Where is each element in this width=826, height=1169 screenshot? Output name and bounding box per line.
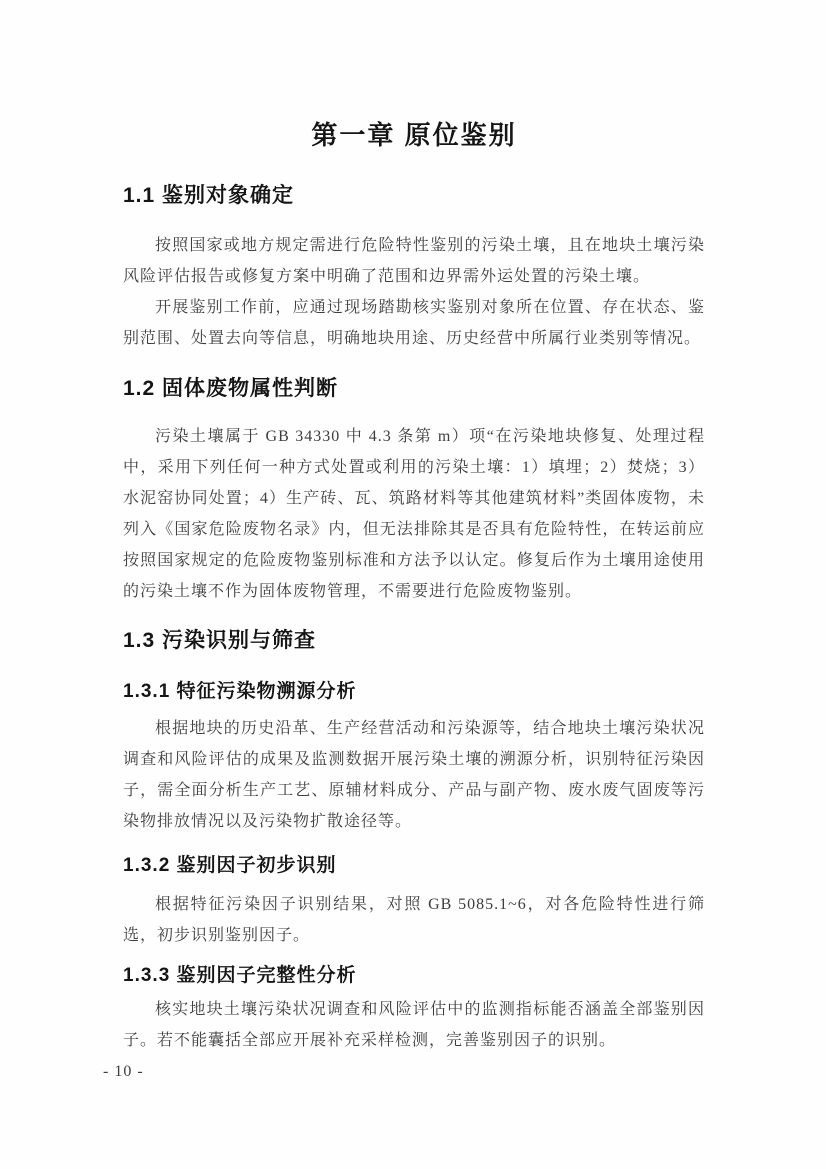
section-1-3-3-heading: 1.3.3 鉴别因子完整性分析 <box>123 965 357 986</box>
section-1-1-paragraph-1: 按照国家或地方规定需进行危险特性鉴别的污染土壤，且在地块土壤污染风险评估报告或修复方案中明确了范围和边界需外运处置的污染土壤。 <box>123 237 705 285</box>
section-1-1-paragraph-2: 开展鉴别工作前，应通过现场踏勘核实鉴别对象所在位置、存在状态、鉴别范围、处置去向等信息，明确地块用途、历史经营中所属行业类别等情况。 <box>123 299 705 347</box>
section-1-2-paragraph-1: 污染土壤属于 GB 34330 中 4.3 条第 m）项“在污染地块修复、处理过程中，采用下列任何一种方式处置或利用的污染土壤：1）填埋；2）焚烧；3）水泥窑协同处置；4）生产砖、瓦、筑路材料等其他建筑材料”类固体废物，未列入《国家危险废物名录》内，但无法排除其是否具有危险特性，在转运前应按照国家规定的危险废物鉴别标准和方法予以认定。修复后作为土壤用途使用的污染土壤不作为固体废物管理，不需要进行危险废物鉴别。 <box>123 428 705 600</box>
section-1-2-heading: 1.2 固体废物属性判断 <box>123 377 339 400</box>
section-1-3-2-heading: 1.3.2 鉴别因子初步识别 <box>123 855 337 876</box>
chapter-title: 第一章 原位鉴别 <box>311 120 517 150</box>
section-1-3-heading: 1.3 污染识别与筛查 <box>123 629 317 652</box>
section-1-3-2-paragraph-1: 根据特征污染因子识别结果，对照 GB 5085.1~6，对各危险特性进行筛选，初步识别鉴别因子。 <box>123 896 705 944</box>
section-1-3-3-paragraph-1: 核实地块土壤污染状况调查和风险评估中的监测指标能否涵盖全部鉴别因子。若不能囊括全部应开展补充采样检测，完善鉴别因子的识别。 <box>123 1001 705 1049</box>
section-1-3-1-paragraph-1: 根据地块的历史沿革、生产经营活动和污染源等，结合地块土壤污染状况调查和风险评估的成果及监测数据开展污染土壤的溯源分析，识别特征污染因子，需全面分析生产工艺、原辅材料成分、产品与副产物、废水废气固废等污染物排放情况以及污染物扩散途径等。 <box>123 720 705 830</box>
section-1-1-heading: 1.1 鉴别对象确定 <box>123 184 295 207</box>
page-number: - 10 - <box>103 1063 144 1080</box>
section-1-3-1-heading: 1.3.1 特征污染物溯源分析 <box>123 681 357 702</box>
